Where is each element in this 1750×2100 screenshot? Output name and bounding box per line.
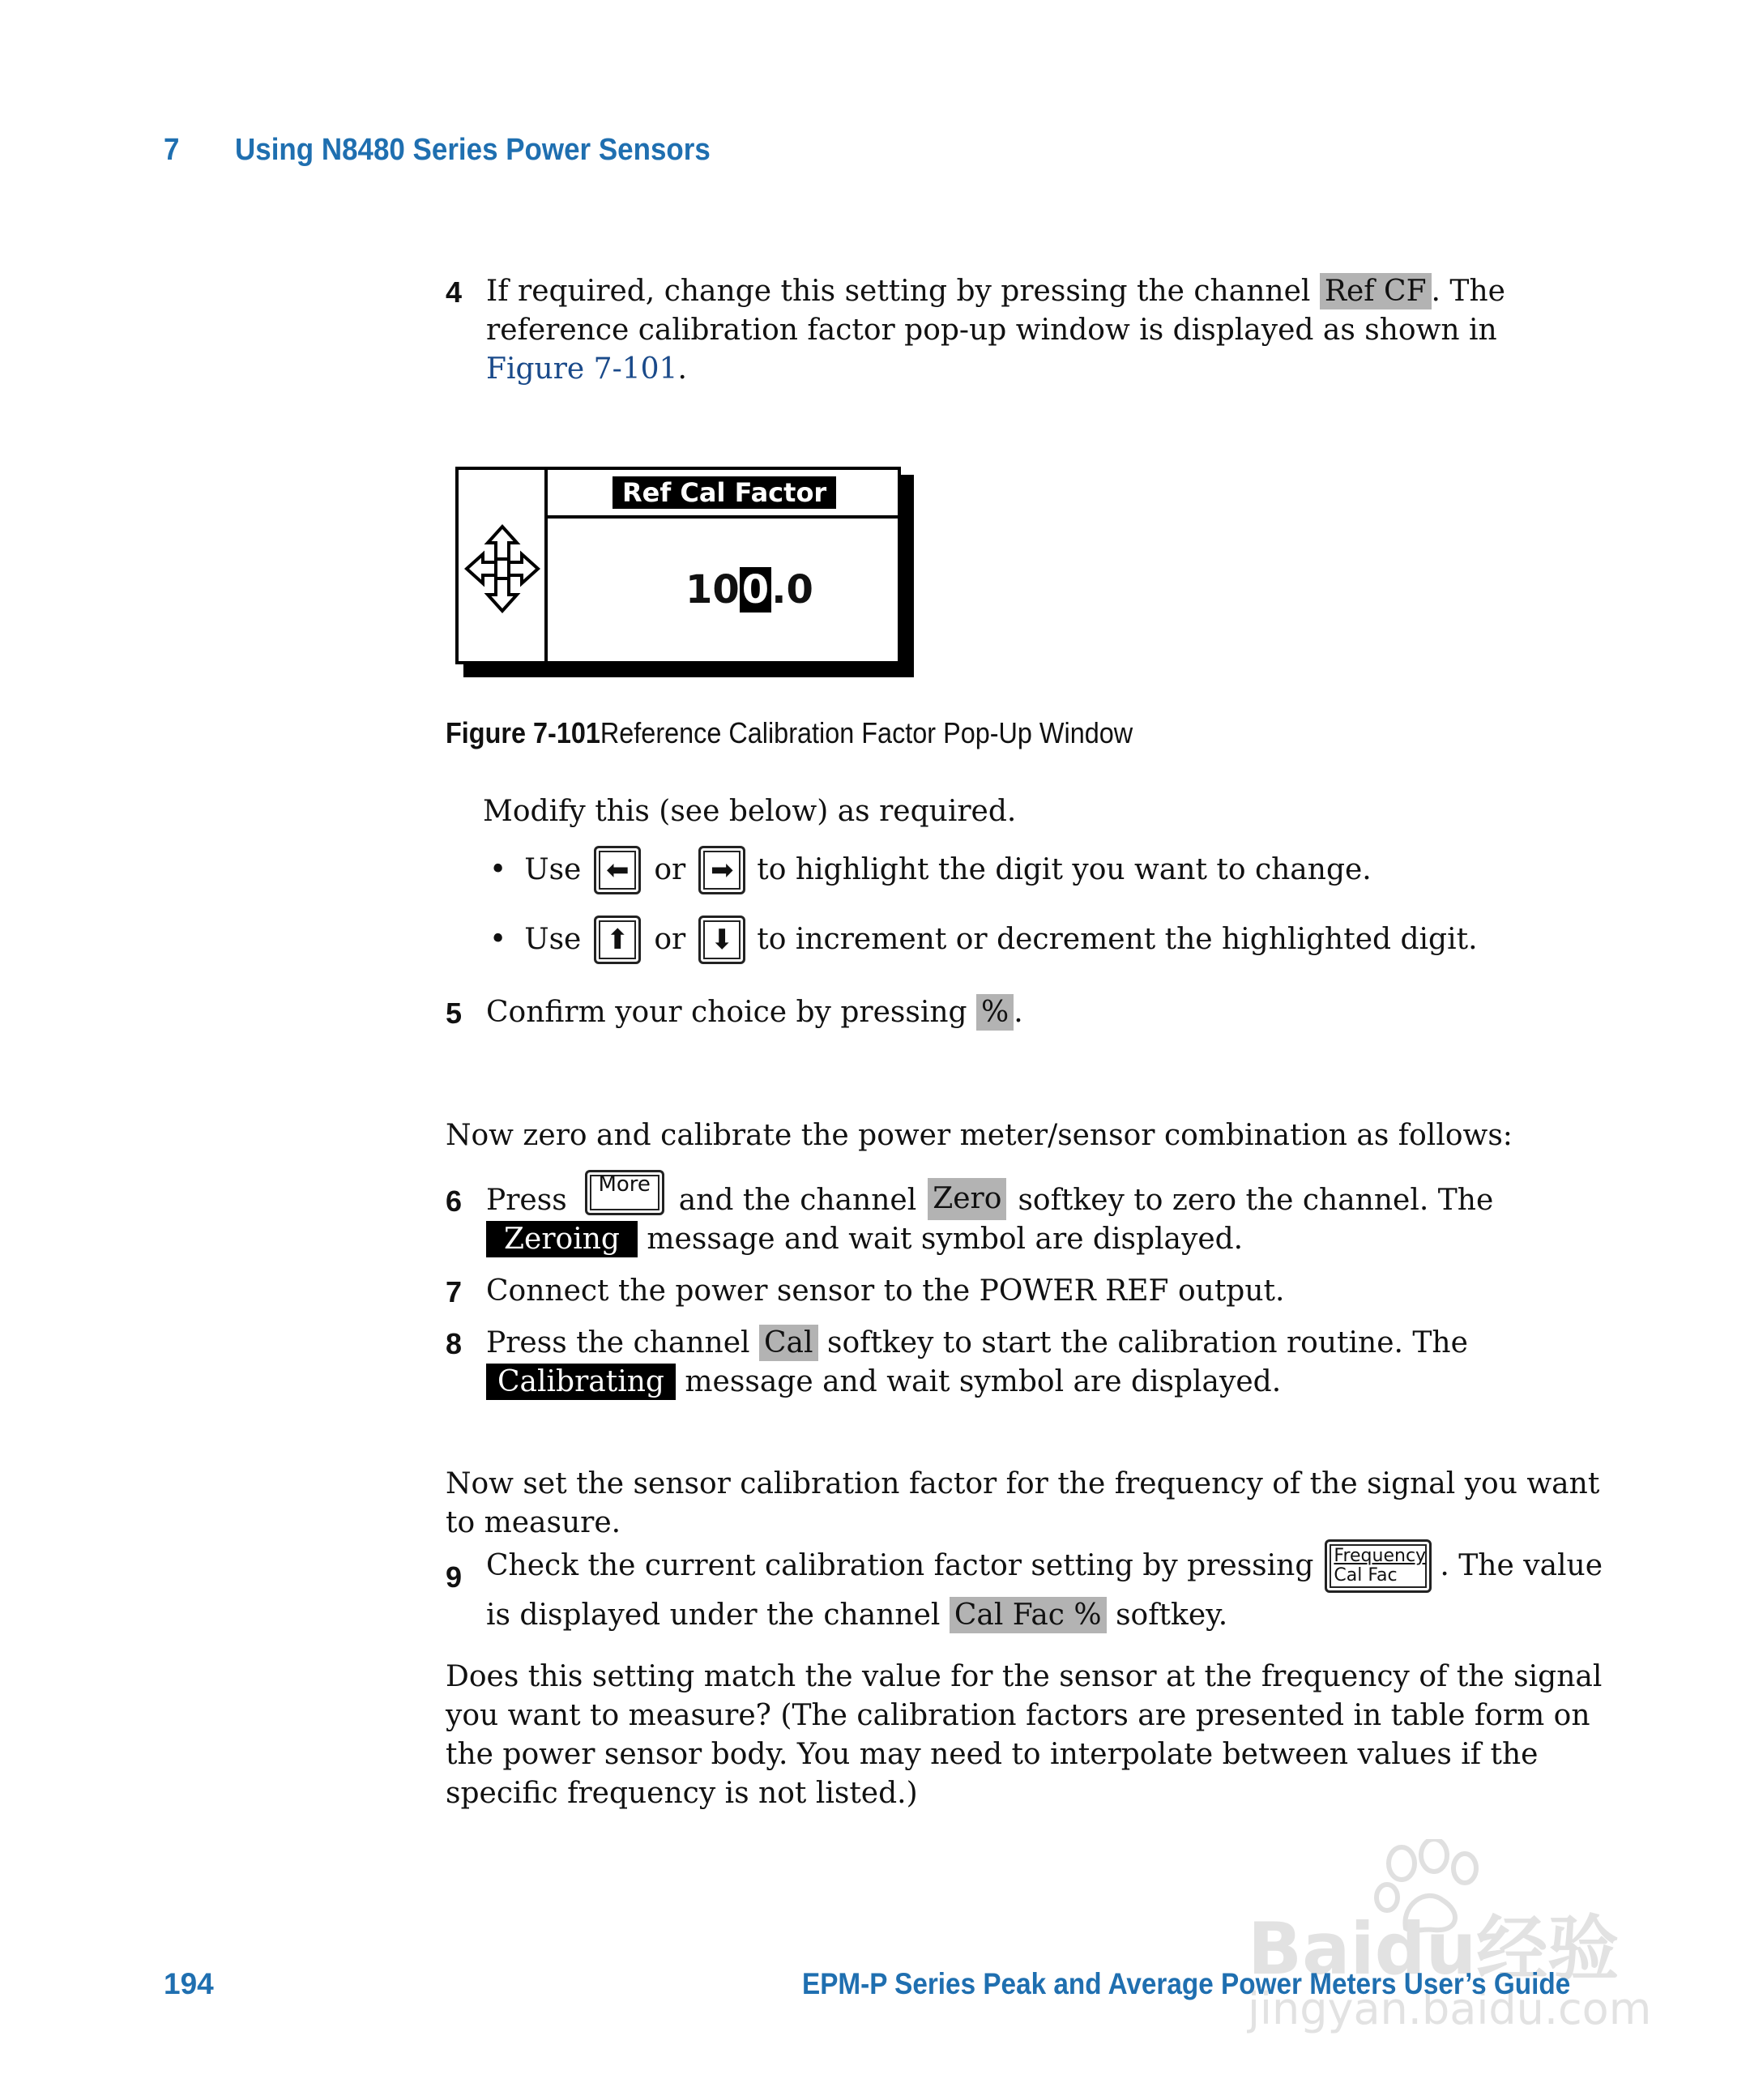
popup-title: Ref Cal Factor: [612, 476, 836, 509]
text: Press: [486, 1184, 567, 1217]
value-digits: 10: [685, 567, 740, 612]
value-digits: .0: [771, 567, 813, 612]
step-4-line-3: [486, 350, 687, 389]
watermark-logo: Baidu经验: [1248, 1907, 1620, 1991]
step-number: 8: [446, 1327, 463, 1360]
step-8-line-1: [486, 1324, 1468, 1363]
question-line-3: the power sensor body. You may need to interpolate between values if the: [446, 1738, 1539, 1771]
question-line-4: specific frequency is not listed.): [446, 1777, 918, 1810]
question-line-2: you want to measure? (The calibration factors are presented in table form on: [446, 1699, 1590, 1732]
more-key[interactable]: More: [585, 1170, 664, 1215]
softkey-percent: %: [976, 994, 1014, 1031]
page-number: 194: [164, 1967, 214, 2000]
zeroing-message: Zeroing: [486, 1221, 638, 1257]
figure-link[interactable]: Figure 7-101: [486, 352, 678, 386]
step-4-line-2: reference calibration factor pop-up window is displayed as shown in: [486, 314, 1497, 347]
down-arrow-key[interactable]: [698, 916, 745, 964]
watermark-url: jingyan.baidu.com: [1248, 1983, 1652, 2034]
left-arrow-key[interactable]: [594, 846, 641, 894]
bullet-up-down: [489, 916, 1478, 964]
text: Use: [524, 923, 582, 956]
step-number: 6: [446, 1184, 463, 1218]
text: Check the current calibration factor setting by pressing: [486, 1549, 1314, 1582]
step-number: 5: [446, 997, 463, 1030]
highlighted-digit[interactable]: 0: [740, 567, 771, 612]
softkey-ref-cf: Ref CF: [1320, 273, 1432, 309]
softkey-cal-fac-percent: Cal Fac %: [950, 1597, 1107, 1633]
popup-title-rule: [548, 515, 898, 519]
step-9-line-1: [486, 1539, 1603, 1593]
text: softkey.: [1116, 1598, 1228, 1632]
text: Press the channel: [486, 1326, 750, 1359]
modify-intro: Modify this (see below) as required.: [483, 795, 1017, 828]
calibrating-message: Calibrating: [486, 1364, 676, 1400]
set-intro-line-1: Now set the sensor calibration factor for the frequency of the signal you want: [446, 1467, 1600, 1500]
key-label-line-1: Frequency: [1334, 1546, 1427, 1566]
text: softkey to zero the channel. The: [1018, 1184, 1494, 1217]
up-arrow-key[interactable]: [594, 916, 641, 964]
softkey-cal: Cal: [759, 1325, 818, 1361]
popup-value: [685, 567, 813, 612]
bullet-dot: •: [489, 853, 507, 886]
text: .: [677, 352, 687, 386]
right-arrow-icon: ➡: [711, 854, 734, 886]
text: . The: [1431, 275, 1505, 308]
text: or: [654, 853, 686, 886]
left-arrow-icon: ⬅: [606, 854, 630, 886]
text: and the channel: [678, 1184, 917, 1217]
chapter-title: Using N8480 Series Power Sensors: [235, 133, 711, 167]
down-arrow-icon: ⬇: [711, 924, 734, 956]
step-9-line-2: [486, 1596, 1227, 1635]
text: Use: [524, 853, 582, 886]
text: Confirm your choice by pressing: [486, 996, 967, 1029]
chapter-number: 7: [164, 133, 180, 167]
softkey-zero: Zero: [928, 1178, 1006, 1220]
ref-cal-factor-popup: [455, 467, 914, 677]
step-7: Connect the power sensor to the POWER REF output.: [486, 1274, 1285, 1308]
text: If required, change this setting by pressing the channel: [486, 275, 1311, 308]
step-5: [486, 993, 1023, 1032]
bullet-dot: •: [489, 923, 507, 956]
text: is displayed under the channel: [486, 1598, 941, 1632]
baidu-watermark: [1248, 1839, 1669, 2034]
book-title: EPM-P Series Peak and Average Power Meters User’s Guide: [802, 1967, 1571, 2000]
four-way-arrow-icon: [463, 523, 541, 614]
text: or: [654, 923, 686, 956]
key-label-line-2: Cal Fac: [1334, 1565, 1398, 1586]
figure-caption: [446, 716, 1133, 750]
figure-title: Reference Calibration Factor Pop-Up Window: [600, 716, 1133, 749]
frequency-cal-fac-key[interactable]: [1325, 1539, 1432, 1593]
bullet-left-right: [489, 846, 1372, 894]
text: message and wait symbol are displayed.: [685, 1365, 1282, 1398]
question-line-1: Does this setting match the value for the sensor at the frequency of the signal: [446, 1660, 1603, 1693]
step-8-line-2: [486, 1363, 1281, 1402]
step-6-line-2: [486, 1220, 1243, 1259]
step-number: 9: [446, 1560, 463, 1594]
text: .: [1014, 996, 1023, 1029]
step-6-line-1: [486, 1170, 1493, 1225]
step-number: 7: [446, 1275, 463, 1308]
text: to highlight the digit you want to change.: [757, 853, 1372, 886]
set-intro-line-2: to measure.: [446, 1506, 621, 1539]
popup-window: [455, 467, 901, 664]
figure-label: Figure 7-101: [446, 716, 600, 749]
text: softkey to start the calibration routine. The: [826, 1326, 1468, 1359]
right-arrow-key[interactable]: [698, 846, 745, 894]
text: . The value: [1440, 1549, 1603, 1582]
popup-divider: [544, 470, 548, 661]
up-arrow-icon: ⬆: [606, 924, 630, 956]
zero-intro: Now zero and calibrate the power meter/sensor combination as follows:: [446, 1119, 1513, 1152]
step-number: 4: [446, 275, 463, 309]
text: to increment or decrement the highlighted digit.: [757, 923, 1478, 956]
step-4-line-1: [486, 272, 1505, 311]
text: message and wait symbol are displayed.: [647, 1223, 1244, 1256]
